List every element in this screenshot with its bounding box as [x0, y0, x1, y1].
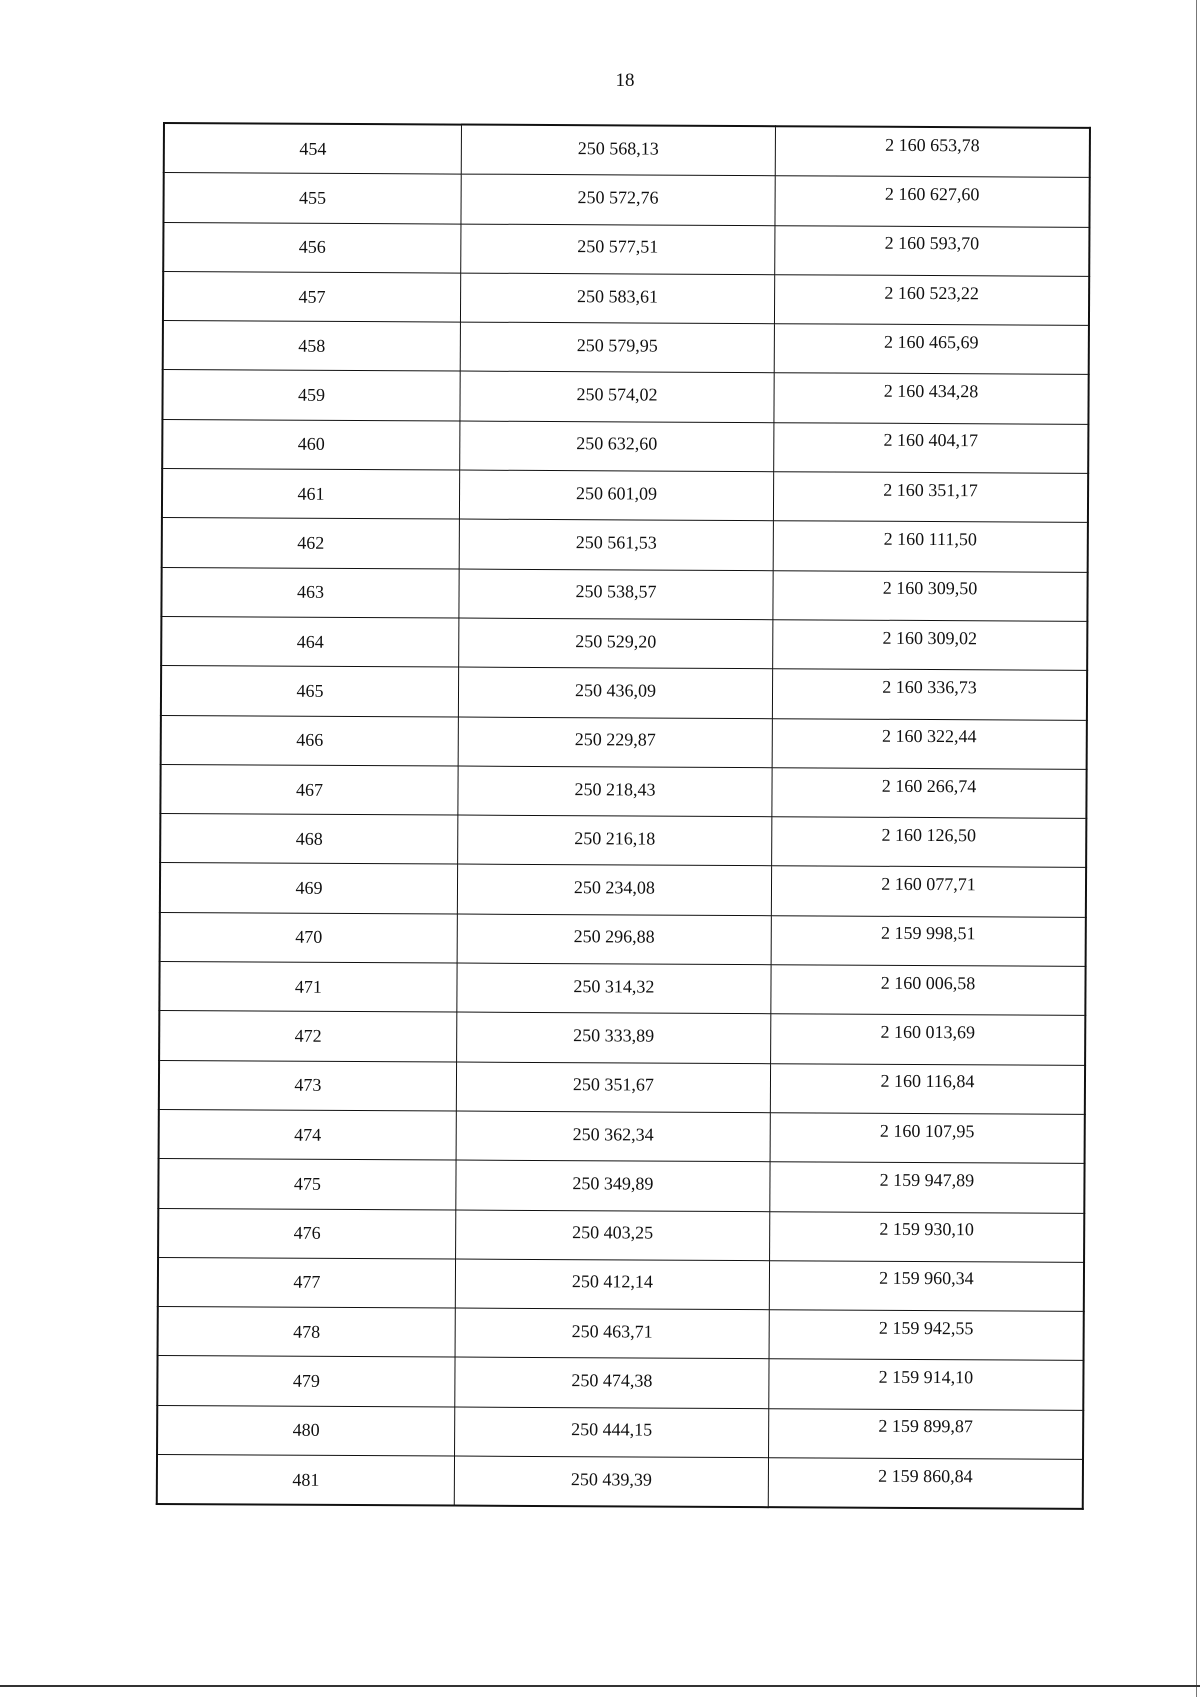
table-row	[162, 469, 1088, 523]
point-number-cell	[162, 370, 460, 421]
y-coordinate-cell	[772, 768, 1087, 819]
point-number-cell	[159, 962, 457, 1013]
cell-text: 250 474,38	[571, 1370, 653, 1391]
x-coordinate-cell	[459, 618, 773, 669]
table-row	[163, 271, 1089, 325]
cell-text: 2 160 434,28	[883, 380, 979, 402]
x-coordinate-cell	[458, 815, 772, 866]
cell-text: 480	[292, 1420, 320, 1441]
cell-text: 469	[295, 877, 323, 898]
cell-text: 2 159 860,84	[878, 1465, 973, 1486]
x-coordinate-cell	[460, 421, 774, 472]
cell-text: 2 159 914,10	[878, 1366, 974, 1388]
cell-text: 475	[293, 1173, 321, 1194]
cell-text: 470	[295, 927, 323, 948]
point-number-cell	[157, 1405, 455, 1456]
cell-text: 2 160 404,17	[883, 430, 979, 451]
table-row	[157, 1405, 1083, 1459]
cell-text: 481	[292, 1469, 320, 1490]
x-coordinate-cell	[459, 470, 773, 521]
y-coordinate-cell	[774, 422, 1089, 473]
cell-text: 2 159 960,34	[879, 1268, 974, 1289]
cell-text: 250 601,09	[575, 482, 658, 504]
cell-text: 472	[294, 1025, 322, 1046]
cell-text: 476	[293, 1222, 321, 1244]
cell-text: 2 160 336,73	[882, 676, 977, 698]
table-row	[164, 123, 1090, 178]
table-row	[158, 1208, 1084, 1262]
cell-text: 250 577,51	[577, 236, 659, 257]
cell-text: 2 160 322,44	[881, 725, 977, 747]
cell-text: 250 439,39	[570, 1468, 652, 1490]
point-number-cell	[160, 863, 458, 914]
x-coordinate-cell	[457, 865, 771, 916]
table-row	[160, 814, 1086, 868]
point-number-cell	[162, 469, 460, 520]
x-coordinate-cell	[461, 125, 775, 176]
table-row	[159, 1060, 1085, 1114]
point-number-cell	[163, 271, 461, 322]
table-row	[157, 1356, 1083, 1410]
point-number-cell	[161, 666, 459, 717]
cell-text: 2 160 126,50	[881, 824, 977, 846]
cell-text: 2 160 116,84	[880, 1071, 975, 1092]
cell-text: 460	[297, 434, 325, 455]
cell-text: 466	[296, 729, 324, 751]
cell-text: 250 229,87	[574, 729, 656, 750]
x-coordinate-cell	[455, 1308, 769, 1359]
cell-text: 2 160 006,58	[880, 972, 976, 993]
point-number-cell	[162, 518, 460, 569]
x-coordinate-cell	[459, 519, 773, 570]
x-coordinate-cell	[457, 914, 771, 965]
cell-text: 2 160 523,22	[884, 282, 979, 303]
y-coordinate-cell	[772, 669, 1087, 720]
cell-text: 2 159 947,89	[879, 1169, 975, 1191]
x-coordinate-cell	[456, 1111, 770, 1162]
y-coordinate-cell	[775, 176, 1090, 227]
cell-text: 479	[292, 1370, 320, 1391]
cell-text: 2 160 107,95	[879, 1120, 975, 1141]
cell-text: 250 436,09	[574, 680, 657, 701]
y-coordinate-cell	[770, 1113, 1085, 1164]
x-coordinate-cell	[457, 1012, 771, 1063]
y-coordinate-cell	[769, 1310, 1084, 1361]
x-coordinate-cell	[460, 372, 774, 423]
cell-text: 2 159 942,55	[878, 1317, 974, 1339]
point-number-cell	[160, 912, 458, 963]
y-coordinate-cell	[773, 570, 1088, 621]
point-number-cell	[157, 1356, 455, 1407]
x-coordinate-cell	[461, 174, 775, 225]
cell-text: 2 160 077,71	[881, 873, 976, 895]
x-coordinate-cell	[455, 1357, 769, 1408]
cell-text: 456	[298, 236, 326, 258]
cell-text: 250 572,76	[577, 187, 659, 208]
y-coordinate-cell	[772, 817, 1087, 868]
cell-text: 2 160 593,70	[884, 233, 980, 254]
y-coordinate-cell	[769, 1359, 1084, 1410]
cell-text: 458	[298, 335, 326, 356]
point-number-cell	[159, 1109, 457, 1160]
cell-text: 2 160 627,60	[884, 183, 980, 205]
cell-text: 2 159 899,87	[878, 1416, 973, 1437]
scan-edge-right	[1196, 0, 1197, 1697]
point-number-cell	[163, 321, 461, 372]
x-coordinate-cell	[457, 963, 771, 1014]
cell-text: 457	[298, 286, 326, 307]
cell-text: 468	[295, 828, 323, 849]
table-row	[160, 912, 1086, 966]
table-row	[157, 1455, 1083, 1510]
cell-text: 250 362,34	[572, 1123, 654, 1145]
cell-text: 459	[298, 384, 326, 405]
cell-text: 250 574,02	[576, 384, 658, 405]
point-number-cell	[158, 1307, 456, 1358]
x-coordinate-cell	[454, 1407, 768, 1458]
cell-text: 250 216,18	[574, 827, 656, 849]
point-number-cell	[163, 222, 461, 273]
coordinates-table-wrapper	[156, 122, 1091, 1510]
table-row	[162, 419, 1088, 473]
point-number-cell	[161, 616, 459, 667]
table-row	[158, 1159, 1084, 1213]
y-coordinate-cell	[769, 1261, 1084, 1312]
cell-text: 473	[294, 1074, 322, 1096]
x-coordinate-cell	[458, 667, 772, 718]
x-coordinate-cell	[458, 766, 772, 817]
table-row	[161, 567, 1087, 621]
x-coordinate-cell	[456, 1210, 770, 1261]
y-coordinate-cell	[768, 1458, 1083, 1509]
cell-text: 454	[299, 138, 327, 159]
table-row	[161, 666, 1087, 720]
coordinates-table	[156, 122, 1091, 1510]
cell-text: 2 160 309,02	[882, 627, 978, 648]
y-coordinate-cell	[771, 866, 1086, 917]
y-coordinate-cell	[768, 1408, 1083, 1459]
cell-text: 474	[294, 1124, 322, 1145]
y-coordinate-cell	[770, 1211, 1085, 1262]
table-row	[163, 222, 1089, 276]
cell-text: 250 349,89	[572, 1173, 654, 1194]
point-number-cell	[164, 123, 462, 174]
cell-text: 2 160 351,17	[883, 479, 978, 500]
y-coordinate-cell	[771, 1014, 1086, 1065]
cell-text: 2 160 266,74	[881, 775, 977, 796]
table-row	[162, 518, 1088, 572]
cell-text: 250 444,15	[571, 1419, 653, 1440]
x-coordinate-cell	[459, 569, 773, 620]
cell-text: 467	[295, 779, 324, 800]
cell-text: 2 160 465,69	[884, 331, 979, 353]
cell-text: 463	[296, 582, 325, 603]
table-row	[163, 321, 1089, 375]
cell-text: 477	[293, 1272, 321, 1293]
point-number-cell	[160, 814, 458, 865]
point-number-cell	[162, 419, 460, 470]
cell-text: 2 160 013,69	[880, 1021, 976, 1043]
x-coordinate-cell	[454, 1456, 768, 1507]
cell-text: 471	[294, 976, 323, 997]
point-number-cell	[161, 715, 459, 766]
table-row	[160, 863, 1086, 917]
table-row	[159, 1011, 1085, 1065]
point-number-cell	[158, 1159, 456, 1210]
y-coordinate-cell	[774, 324, 1089, 375]
x-coordinate-cell	[456, 1160, 770, 1211]
point-number-cell	[159, 1011, 457, 1062]
cell-text: 250 529,20	[575, 630, 657, 652]
point-number-cell	[158, 1257, 456, 1308]
cell-text: 250 583,61	[577, 285, 659, 307]
cell-text: 250 579,95	[576, 334, 658, 356]
y-coordinate-cell	[774, 373, 1089, 424]
cell-text: 250 412,14	[571, 1271, 653, 1293]
cell-text: 250 538,57	[575, 581, 657, 602]
cell-text: 250 351,67	[572, 1074, 654, 1095]
cell-text: 250 296,88	[573, 926, 655, 947]
x-coordinate-cell	[458, 717, 772, 768]
cell-text: 250 403,25	[572, 1222, 654, 1243]
cell-text: 250 218,43	[574, 778, 656, 800]
table-row	[158, 1307, 1084, 1361]
point-number-cell	[161, 567, 459, 618]
y-coordinate-cell	[771, 965, 1086, 1016]
y-coordinate-cell	[773, 472, 1088, 523]
cell-text: 455	[299, 187, 327, 208]
cell-text: 2 159 998,51	[880, 923, 976, 944]
x-coordinate-cell	[460, 273, 774, 324]
cell-text: 478	[293, 1321, 321, 1342]
table-row	[163, 173, 1089, 227]
cell-text: 250 632,60	[576, 433, 658, 455]
x-coordinate-cell	[461, 224, 775, 275]
point-number-cell	[158, 1208, 456, 1259]
y-coordinate-cell	[774, 275, 1089, 326]
table-row	[159, 962, 1085, 1016]
coordinates-table-body	[157, 123, 1090, 1509]
point-number-cell	[160, 764, 458, 815]
cell-text: 250 561,53	[575, 532, 657, 553]
cell-text: 464	[296, 631, 324, 652]
cell-text: 461	[297, 483, 325, 504]
table-row	[159, 1109, 1085, 1163]
point-number-cell	[163, 173, 461, 224]
cell-text: 250 314,32	[573, 975, 655, 997]
point-number-cell	[157, 1455, 455, 1506]
cell-text: 465	[296, 680, 324, 701]
y-coordinate-cell	[770, 1063, 1085, 1114]
cell-text: 250 568,13	[577, 137, 659, 159]
cell-text: 2 160 309,50	[882, 578, 978, 599]
cell-text: 462	[297, 532, 325, 553]
cell-text: 2 160 653,78	[885, 134, 980, 155]
x-coordinate-cell	[455, 1259, 769, 1310]
table-row	[160, 764, 1086, 818]
cell-text: 2 159 930,10	[879, 1218, 974, 1240]
y-coordinate-cell	[771, 915, 1086, 966]
y-coordinate-cell	[772, 718, 1087, 769]
y-coordinate-cell	[773, 521, 1088, 572]
cell-text: 250 234,08	[573, 877, 656, 898]
page-number: 18	[615, 70, 635, 91]
y-coordinate-cell	[770, 1162, 1085, 1213]
cell-text: 2 160 111,50	[883, 528, 977, 550]
cell-text: 250 333,89	[573, 1025, 655, 1046]
point-number-cell	[159, 1060, 457, 1111]
table-row	[162, 370, 1088, 424]
x-coordinate-cell	[460, 322, 774, 373]
y-coordinate-cell	[773, 620, 1088, 671]
table-row	[161, 715, 1087, 769]
table-row	[161, 616, 1087, 670]
table-row	[158, 1257, 1084, 1311]
cell-text: 250 463,71	[571, 1320, 653, 1342]
y-coordinate-cell	[775, 126, 1090, 177]
y-coordinate-cell	[775, 225, 1090, 276]
scan-edge-bottom	[0, 1685, 1200, 1687]
x-coordinate-cell	[456, 1062, 770, 1113]
